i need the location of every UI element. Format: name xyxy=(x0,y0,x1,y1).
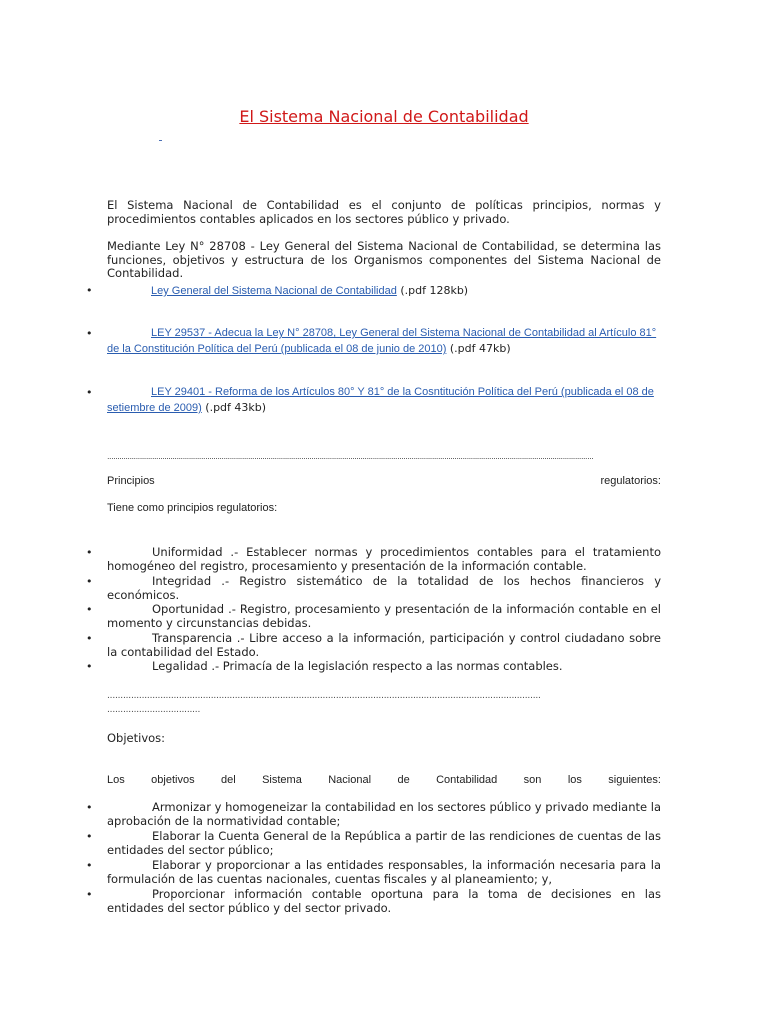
intro-word: Los xyxy=(107,774,125,786)
file-size-label: (.pdf 128kb) xyxy=(396,284,469,297)
objetivo-item: Proporcionar información contable oportuna para la toma de decisiones en las entidades del sector público y del sector privado. xyxy=(107,887,661,915)
ley-29537-link[interactable]: LEY 29537 - Adecua la Ley N° 28708, Ley General del Sistema Nacional de Contabilidad al Artículo 81° de la Constitución Política del Perú (publicada el 08 de junio de 2010) xyxy=(107,327,657,355)
bullet-icon: • xyxy=(86,327,93,340)
bullet-icon: • xyxy=(86,830,93,843)
objetivo-item: Elaborar y proporcionar a las entidades responsables, la información necesaria para la formulación de las cuentas nacionales, cuentas fiscales y al planeamiento; y, xyxy=(107,858,661,886)
link-item-ley-29401 xyxy=(107,385,661,416)
objetivo-item: Elaborar la Cuenta General de la República a partir de las rendiciones de cuentas de las entidades del sector público; xyxy=(107,829,661,857)
bullet-icon: • xyxy=(86,632,93,645)
intro-word: de xyxy=(397,774,410,786)
file-size-label: (.pdf 43kb) xyxy=(201,401,267,414)
intro-word: son xyxy=(523,774,542,786)
objetivos-intro xyxy=(107,774,661,786)
bullet-icon: • xyxy=(86,801,93,814)
intro-word: Sistema xyxy=(262,774,302,786)
objetivo-item: Armonizar y homogeneizar la contabilidad en los sectores público y privado mediante la aprobación de la normatividad contable; xyxy=(107,800,661,828)
intro-word: siguientes: xyxy=(608,774,661,786)
principios-heading xyxy=(107,475,661,487)
bullet-icon: • xyxy=(86,603,93,616)
bullet-icon: • xyxy=(86,546,93,559)
principios-intro: Tiene como principios regulatorios: xyxy=(107,502,278,514)
bullet-icon: • xyxy=(86,386,93,399)
file-size-label: (.pdf 47kb) xyxy=(446,342,511,355)
principio-uniformidad: Uniformidad .- Establecer normas y procedimientos contables para el tratamiento homogéneo del registro, procesamiento y presentación de la información contable. xyxy=(107,545,661,573)
principios-heading-right: regulatorios: xyxy=(600,475,661,487)
dotted-separator: ................................... xyxy=(107,705,201,715)
stray-link-mark xyxy=(159,139,162,141)
intro-word: Contabilidad xyxy=(436,774,498,786)
intro-paragraph-2: Mediante Ley N° 28708 - Ley General del Sistema Nacional de Contabilidad, se determina las funciones, objetivos y estructura de los Organismos componentes del Sistema Nacional de Contabilidad. xyxy=(107,239,661,280)
dotted-separator: ................................................................................................................................................................... xyxy=(107,691,541,701)
ley-general-link[interactable]: Ley General del Sistema Nacional de Contabilidad xyxy=(151,285,397,297)
principios-heading-left: Principios xyxy=(107,475,155,487)
bullet-icon: • xyxy=(86,888,93,901)
intro-word: los xyxy=(567,774,582,786)
intro-paragraph-1: El Sistema Nacional de Contabilidad es el conjunto de políticas principios, normas y procedimientos contables aplicados en los sectores público y privado. xyxy=(107,198,661,226)
bullet-icon: • xyxy=(86,660,93,673)
bullet-icon: • xyxy=(86,859,93,872)
page-title: El Sistema Nacional de Contabilidad xyxy=(239,107,529,126)
bullet-icon: • xyxy=(86,575,93,588)
principio-oportunidad: Oportunidad .- Registro, procesamiento y presentación de la información contable en el momento y circunstancias debidas. xyxy=(107,602,661,630)
bullet-icon: • xyxy=(86,284,93,297)
link-item-ley-general xyxy=(107,283,661,299)
principio-transparencia: Transparencia .- Libre acceso a la información, participación y control ciudadano sobre la contabilidad del Estado. xyxy=(107,631,661,659)
ley-29401-link[interactable]: LEY 29401 - Reforma de los Artículos 80° Y 81° de la Cosntitución Política del Perú (publicada el 08 de setiembre de 2009) xyxy=(107,386,654,414)
link-item-ley-29537 xyxy=(107,326,661,357)
intro-word: del xyxy=(220,774,236,786)
objetivos-heading: Objetivos: xyxy=(107,731,166,745)
intro-word: Nacional xyxy=(328,774,372,786)
principio-legalidad: Legalidad .- Primacía de la legislación respecto a las normas contables. xyxy=(152,659,563,673)
intro-word: objetivos xyxy=(151,774,195,786)
principio-integridad: Integridad .- Registro sistemático de la totalidad de los hechos financieros y económicos. xyxy=(107,574,661,602)
dotted-separator: .............................................................................................................................................................................................................................................. xyxy=(107,452,594,461)
